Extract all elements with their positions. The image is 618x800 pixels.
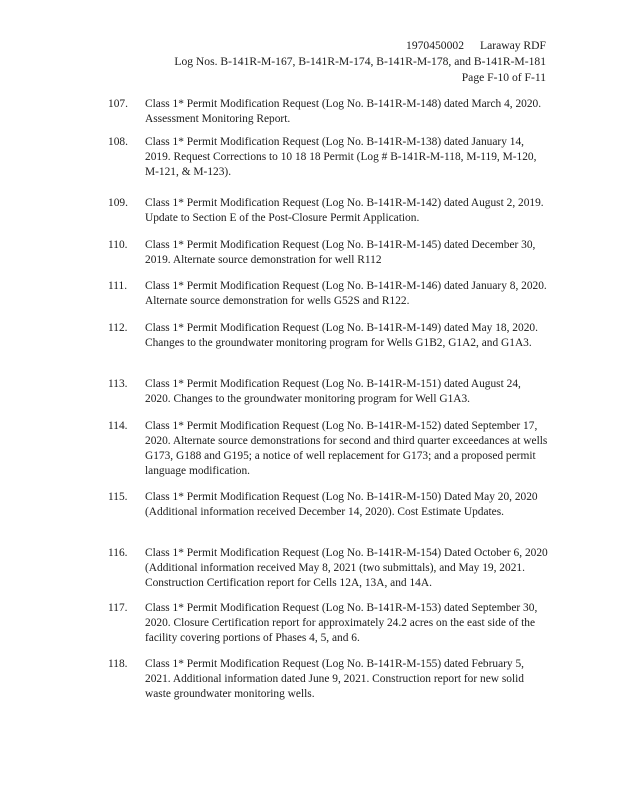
- list-item: [108, 196, 548, 226]
- list-item: [108, 419, 548, 479]
- item-text: Class 1* Permit Modification Request (Log No. B-141R-M-152) dated September 17, 2020. Alternate source demonstrations for second and third quarter exceedances at wells G173, G188 and G195; a notice of well replacement for G173; and a proposed permit language modification.: [145, 420, 548, 477]
- doc-id: 1970450002: [406, 39, 464, 52]
- item-number: 118.: [108, 658, 128, 670]
- item-text: Class 1* Permit Modification Request (Log No. B-141R-M-138) dated January 14, 2019. Request Corrections to 10 18 18 Permit (Log # B-141R-M-118, M-119, M-120, M-121, & M-123).: [145, 136, 537, 178]
- item-number: 108.: [108, 136, 128, 148]
- item-number: 112.: [108, 322, 128, 334]
- list-item: [108, 601, 548, 646]
- site-name: Laraway RDF: [479, 39, 546, 52]
- item-number: 116.: [108, 547, 128, 559]
- list-item: [108, 490, 548, 520]
- list-item: [108, 97, 548, 127]
- list-item: [108, 279, 548, 309]
- item-text: Class 1* Permit Modification Request (Log No. B-141R-M-151) dated August 24, 2020. Changes to the groundwater monitoring program for Well G1A3.: [145, 378, 521, 405]
- item-number: 111.: [108, 280, 128, 292]
- item-number: 114.: [108, 420, 128, 432]
- item-text: Class 1* Permit Modification Request (Log No. B-141R-M-155) dated February 5, 2021. Additional information dated June 9, 2021. Construction report for new solid waste groundwater monitoring wells.: [145, 658, 524, 700]
- item-number: 117.: [108, 602, 128, 614]
- item-text: Class 1* Permit Modification Request (Log No. B-141R-M-145) dated December 30, 2019. Alternate source demonstration for well R112: [145, 239, 536, 266]
- list-item: [108, 238, 548, 268]
- list-item: [108, 377, 548, 407]
- list-item: [108, 321, 548, 351]
- list-item: [108, 657, 548, 702]
- item-text: Class 1* Permit Modification Request (Log No. B-141R-M-146) dated January 8, 2020. Alternate source demonstration for wells G52S and R122.: [145, 280, 547, 307]
- item-number: 115.: [108, 491, 128, 503]
- item-number: 109.: [108, 197, 128, 209]
- item-text: Class 1* Permit Modification Request (Log No. B-141R-M-142) dated August 2, 2019. Update to Section E of the Post-Closure Permit Application.: [145, 197, 544, 224]
- header-line-1: [174, 38, 546, 54]
- item-text: Class 1* Permit Modification Request (Log No. B-141R-M-148) dated March 4, 2020. Assessment Monitoring Report.: [145, 98, 542, 125]
- item-number: 113.: [108, 378, 128, 390]
- item-text: Class 1* Permit Modification Request (Log No. B-141R-M-153) dated September 30, 2020. Closure Certification report for approximately 24.2 acres on the east side of the facility covering portions of Phases 4, 5, and 6.: [145, 602, 538, 644]
- page-header: [174, 38, 546, 86]
- page-number: Page F-10 of F-11: [461, 71, 546, 84]
- list-item: [108, 135, 548, 180]
- item-text: Class 1* Permit Modification Request (Log No. B-141R-M-150) Dated May 20, 2020 (Additional information received December 14, 2020). Cost Estimate Updates.: [145, 491, 538, 518]
- item-text: Class 1* Permit Modification Request (Log No. B-141R-M-149) dated May 18, 2020. Changes to the groundwater monitoring program for Wells G1B2, G1A2, and G1A3.: [145, 322, 538, 349]
- list-item: [108, 546, 548, 591]
- item-number: 107.: [108, 98, 128, 110]
- log-numbers: Log Nos. B-141R-M-167, B-141R-M-174, B-141R-M-178, and B-141R-M-181: [174, 55, 546, 68]
- item-text: Class 1* Permit Modification Request (Log No. B-141R-M-154) Dated October 6, 2020 (Additional information received May 8, 2021 (two submittals), and May 19, 2021. Construction Certification report for Cells 12A, 13A, and 14A.: [145, 547, 548, 589]
- item-number: 110.: [108, 239, 128, 251]
